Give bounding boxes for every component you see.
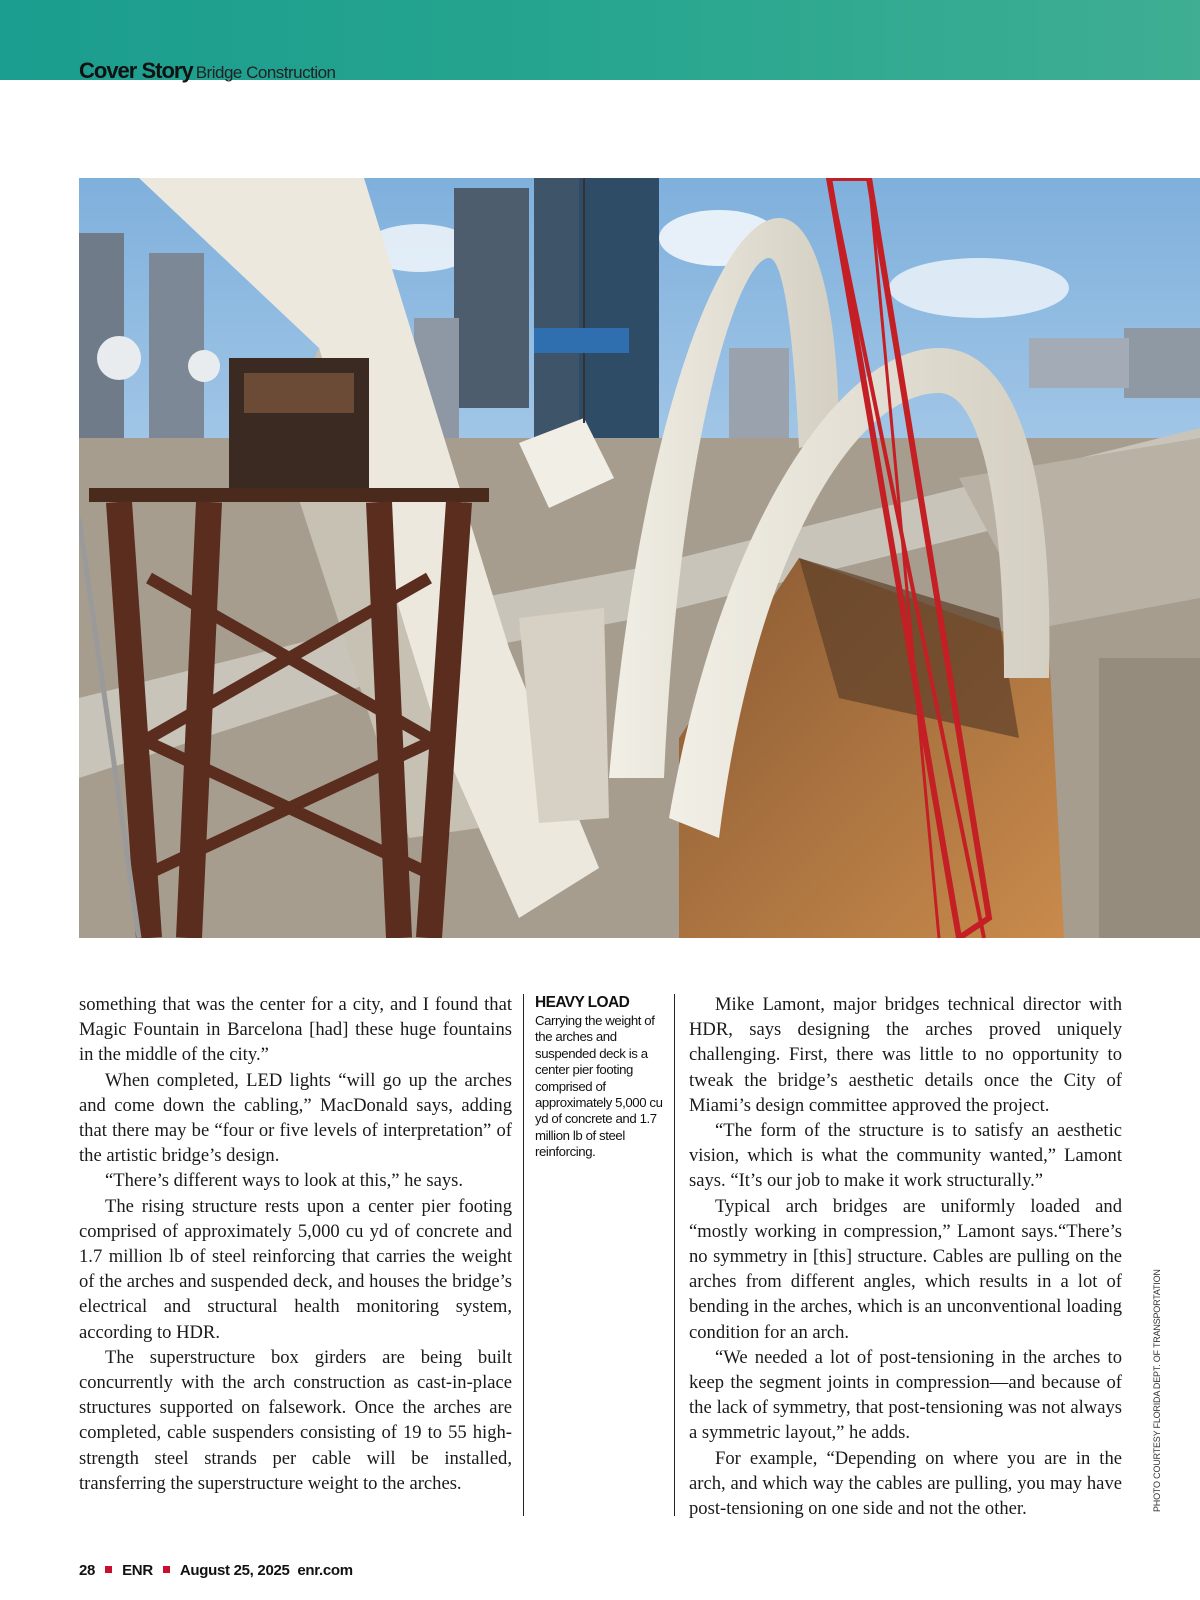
issue-date: August 25, 2025 [179, 1562, 290, 1579]
section-heading [79, 58, 336, 84]
section-subtitle: Bridge Construction [195, 63, 336, 82]
column-divider-right [674, 994, 675, 1516]
website: enr.com [297, 1562, 353, 1579]
article-paragraph: When completed, LED lights “will go up the arches and come down the cabling,” MacDonald says, adding that there may be “four or five levels of interpretation” of the artistic bridge’s design. [79, 1069, 512, 1167]
article-paragraph: The superstructure box girders are being built concurrently with the arch construction as cast-in-place structures supported on falsework. Once the arches are completed, cable suspenders consisting of 19 to 55 high-strength steel strands per cable will be installed, transferring the superstructure weight to the arches. [79, 1346, 512, 1494]
section-title: Cover Story [79, 58, 193, 83]
separator-square [105, 1566, 112, 1573]
photo-credit: PHOTO COURTESY FLORIDA DEPT. OF TRANSPORTATION [1152, 1269, 1162, 1512]
article-paragraph: The rising structure rests upon a center pier footing comprised of approximately 5,000 cu yd of concrete and 1.7 million lb of steel reinforcing that carries the weight of the arches and suspended deck, and houses the bridge’s electrical and structural health monitoring system, according to HDR. [79, 1195, 512, 1343]
article-paragraph: “We needed a lot of post-tensioning in the arches to keep the segment joints in compression—and because of the lack of symmetry, that post-tensioning was not always a symmetric layout,” he adds. [689, 1346, 1122, 1444]
article-paragraph: For example, “Depending on where you are in the arch, and which way the cables are pulling, you may have post-tensioning on one side and not the other. [689, 1447, 1122, 1520]
article-paragraph: “The form of the structure is to satisfy an aesthetic vision, which is what the community wanted,” Lamont says. “It’s our job to make it work structurally.” [689, 1120, 1122, 1192]
magazine-name: ENR [122, 1562, 153, 1579]
article-column-1 [79, 992, 512, 1496]
page-footer [79, 1562, 353, 1579]
photo-caption [535, 994, 665, 1161]
caption-heading: HEAVY LOAD [535, 994, 630, 1011]
article-column-2 [689, 992, 1122, 1521]
page-number: 28 [79, 1562, 96, 1579]
bridge-construction-photo [79, 178, 1200, 938]
separator-square [163, 1566, 170, 1573]
article-paragraph: something that was the center for a city, and I found that Magic Fountain in Barcelona [had] these huge fountains in the middle of the city.” [79, 994, 512, 1066]
caption-text: Carrying the weight of the arches and suspended deck is a center pier footing comprised of approximately 5,000 cu yd of concrete and 1.7 million lb of steel reinforcing. [535, 1013, 663, 1160]
article-paragraph: “There’s different ways to look at this,” he says. [105, 1170, 464, 1192]
column-divider-left [523, 994, 524, 1516]
article-paragraph: Mike Lamont, major bridges technical director with HDR, says designing the arches proved uniquely challenging. First, there was little to no opportunity to tweak the bridge’s aesthetic details once the City of Miami’s design committee approved the project. [689, 994, 1122, 1116]
article-paragraph: Typical arch bridges are uniformly loaded and “mostly working in compression,” Lamont says.“There’s no symmetry in [this] structure. Cables are pulling on the arches from different angles, which results in a lot of bending in the arches, which is an unconventional loading condition for an arch. [689, 1195, 1122, 1343]
